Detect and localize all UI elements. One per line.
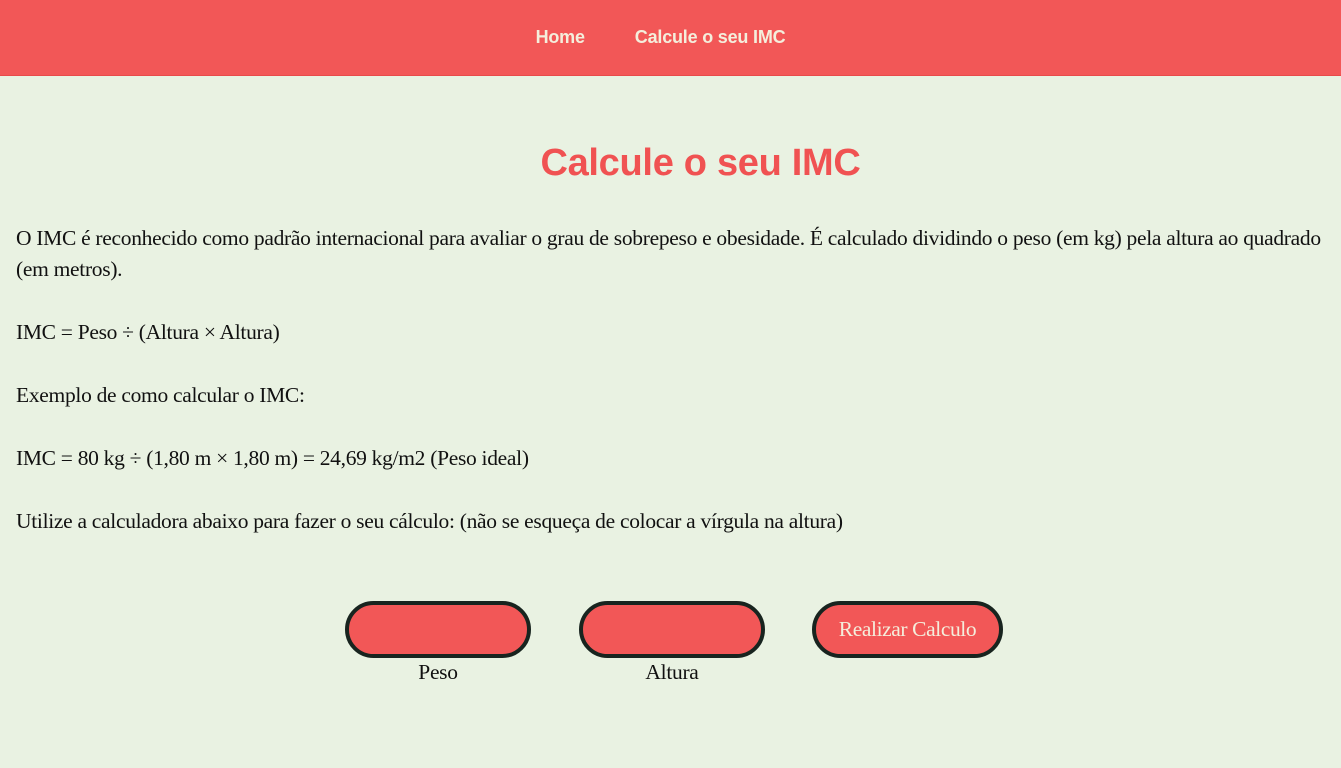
formula-paragraph: IMC = Peso ÷ (Altura × Altura) (16, 320, 280, 344)
peso-field-group (345, 601, 531, 685)
top-navbar (0, 0, 1341, 76)
imc-calculator (0, 601, 1341, 701)
altura-field-group (579, 601, 765, 685)
altura-label: Altura (645, 660, 699, 684)
imc-description (16, 223, 1326, 569)
peso-input[interactable] (345, 601, 531, 658)
instructions-paragraph: Utilize a calculadora abaixo para fazer o seu cálculo: (não se esqueça de colocar a vírgula na altura) (16, 509, 843, 533)
altura-input[interactable] (579, 601, 765, 658)
nav-link-calcule-imc[interactable]: Calcule o seu IMC (634, 27, 786, 47)
realizar-calculo-button[interactable]: Realizar Calculo (812, 601, 1003, 658)
example-heading: Exemplo de como calcular o IMC: (16, 383, 305, 407)
page-title: Calcule o seu IMC (540, 142, 861, 184)
nav-link-home[interactable]: Home (535, 27, 585, 47)
example-formula: IMC = 80 kg ÷ (1,80 m × 1,80 m) = 24,69 kg/m2 (Peso ideal) (16, 446, 529, 470)
peso-label: Peso (418, 660, 458, 684)
intro-paragraph: O IMC é reconhecido como padrão internacional para avaliar o grau de sobrepeso e obesidade. É calculado dividindo o peso (em kg) pela altura ao quadrado (em metros). (16, 226, 1321, 281)
